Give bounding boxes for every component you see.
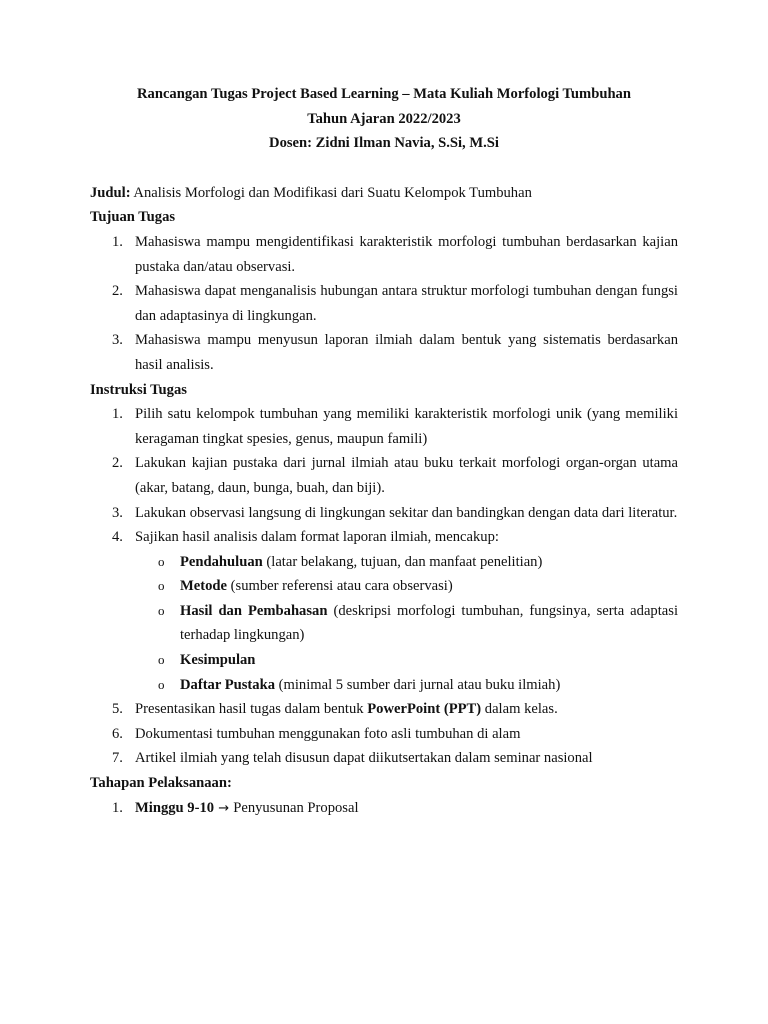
arrow-right-icon: → — [214, 800, 234, 816]
bullet-icon: o — [158, 602, 165, 618]
list-number: 6. — [112, 725, 123, 742]
list-item — [90, 328, 678, 377]
list-number: 2. — [112, 283, 123, 300]
bullet-icon: o — [158, 578, 165, 594]
judul-label: Judul: — [90, 184, 131, 201]
list-item — [90, 697, 678, 722]
list-text: Lakukan kajian pustaka dari jurnal ilmiah atau buku terkait morfologi organ-organ utama (akar, batang, daun, bunga, buah, dan biji). — [135, 455, 678, 496]
list-number: 4. — [112, 529, 123, 546]
list-number: 7. — [112, 750, 123, 767]
spacer — [90, 156, 678, 181]
tahapan-heading: Tahapan Pelaksanaan: — [90, 775, 232, 792]
list-item — [90, 722, 678, 747]
list-item — [90, 746, 678, 771]
instruksi-heading: Instruksi Tugas — [90, 381, 187, 398]
list-text: Mahasiswa dapat menganalisis hubungan antara struktur morfologi tumbuhan dengan fungsi dan adaptasinya di lingkungan. — [135, 283, 678, 324]
list-item — [90, 402, 678, 451]
section-desc: (sumber referensi atau cara observasi) — [227, 578, 453, 595]
section-name: Daftar Pustaka — [180, 676, 275, 693]
judul-line — [90, 181, 678, 206]
section-name: Kesimpulan — [180, 652, 256, 669]
sub-list-item — [90, 574, 678, 599]
list-number: 3. — [112, 504, 123, 521]
list-text: Pilih satu kelompok tumbuhan yang memiliki karakteristik morfologi unik (yang memiliki keragaman tingkat spesies, genus, maupun famili) — [135, 406, 678, 447]
list-item — [90, 501, 678, 526]
section-name: Metode — [180, 578, 228, 595]
list-item — [90, 230, 678, 279]
list-text: Mahasiswa mampu mengidentifikasi karakteristik morfologi tumbuhan berdasarkan kajian pustaka dan/atau observasi. — [135, 233, 678, 275]
report-sections-list — [90, 550, 678, 698]
sub-list-item — [90, 599, 678, 648]
list-number: 1. — [112, 799, 123, 816]
list-number: 3. — [112, 332, 123, 349]
section-name: Hasil dan Pembahasan — [180, 602, 328, 619]
tujuan-list — [90, 230, 678, 378]
sub-list-item — [90, 550, 678, 575]
list-number: 5. — [112, 701, 123, 718]
list-item — [90, 279, 678, 328]
list-text: Penyusunan Proposal — [233, 799, 359, 816]
list-text-bold: PowerPoint (PPT) — [367, 701, 482, 718]
list-text: Dokumentasi tumbuhan menggunakan foto asli tumbuhan di alam — [135, 725, 521, 742]
list-number: 1. — [112, 406, 123, 423]
tahapan-list — [90, 796, 678, 822]
list-number: 2. — [112, 455, 123, 472]
section-desc: (deskripsi morfologi tumbuhan, fungsinya, serta adaptasi terhadap lingkungan) — [180, 602, 678, 644]
list-text: Artikel ilmiah yang telah disusun dapat diikutsertakan dalam seminar nasional — [135, 750, 593, 767]
section-desc: (minimal 5 sumber dari jurnal atau buku ilmiah) — [275, 676, 561, 693]
list-item — [90, 451, 678, 500]
instruksi-list — [90, 402, 678, 550]
list-text: dalam kelas. — [481, 701, 558, 718]
list-text: Mahasiswa mampu menyusun laporan ilmiah dalam bentuk yang sistematis berdasarkan hasil analisis. — [135, 332, 678, 373]
section-desc: (latar belakang, tujuan, dan manfaat penelitian) — [262, 553, 543, 570]
tujuan-heading: Tujuan Tugas — [90, 209, 176, 226]
section-name: Pendahuluan — [180, 553, 263, 570]
bullet-icon: o — [158, 553, 165, 569]
list-text: Sajikan hasil analisis dalam format laporan ilmiah, mencakup: — [135, 529, 499, 546]
document-page — [90, 82, 678, 821]
document-title: Rancangan Tugas Project Based Learning – Mata Kuliah Morfologi Tumbuhan — [137, 86, 631, 102]
judul-text: Analisis Morfologi dan Modifikasi dari Suatu Kelompok Tumbuhan — [130, 184, 532, 201]
list-item — [90, 796, 678, 822]
instruksi-list-continued — [90, 697, 678, 771]
academic-year: Tahun Ajaran 2022/2023 — [307, 110, 461, 127]
list-item — [90, 525, 678, 550]
bullet-icon: o — [158, 676, 165, 692]
sub-list-item — [90, 648, 678, 673]
list-text: Lakukan observasi langsung di lingkungan sekitar dan bandingkan dengan data dari literatur. — [135, 504, 678, 521]
lecturer-name: Dosen: Zidni Ilman Navia, S.Si, M.Si — [269, 135, 499, 152]
bullet-icon: o — [158, 652, 165, 668]
sub-list-item — [90, 673, 678, 698]
list-text: Presentasikan hasil tugas dalam bentuk — [135, 701, 368, 718]
list-number: 1. — [112, 233, 123, 250]
list-text-bold: Minggu 9-10 — [135, 799, 215, 816]
